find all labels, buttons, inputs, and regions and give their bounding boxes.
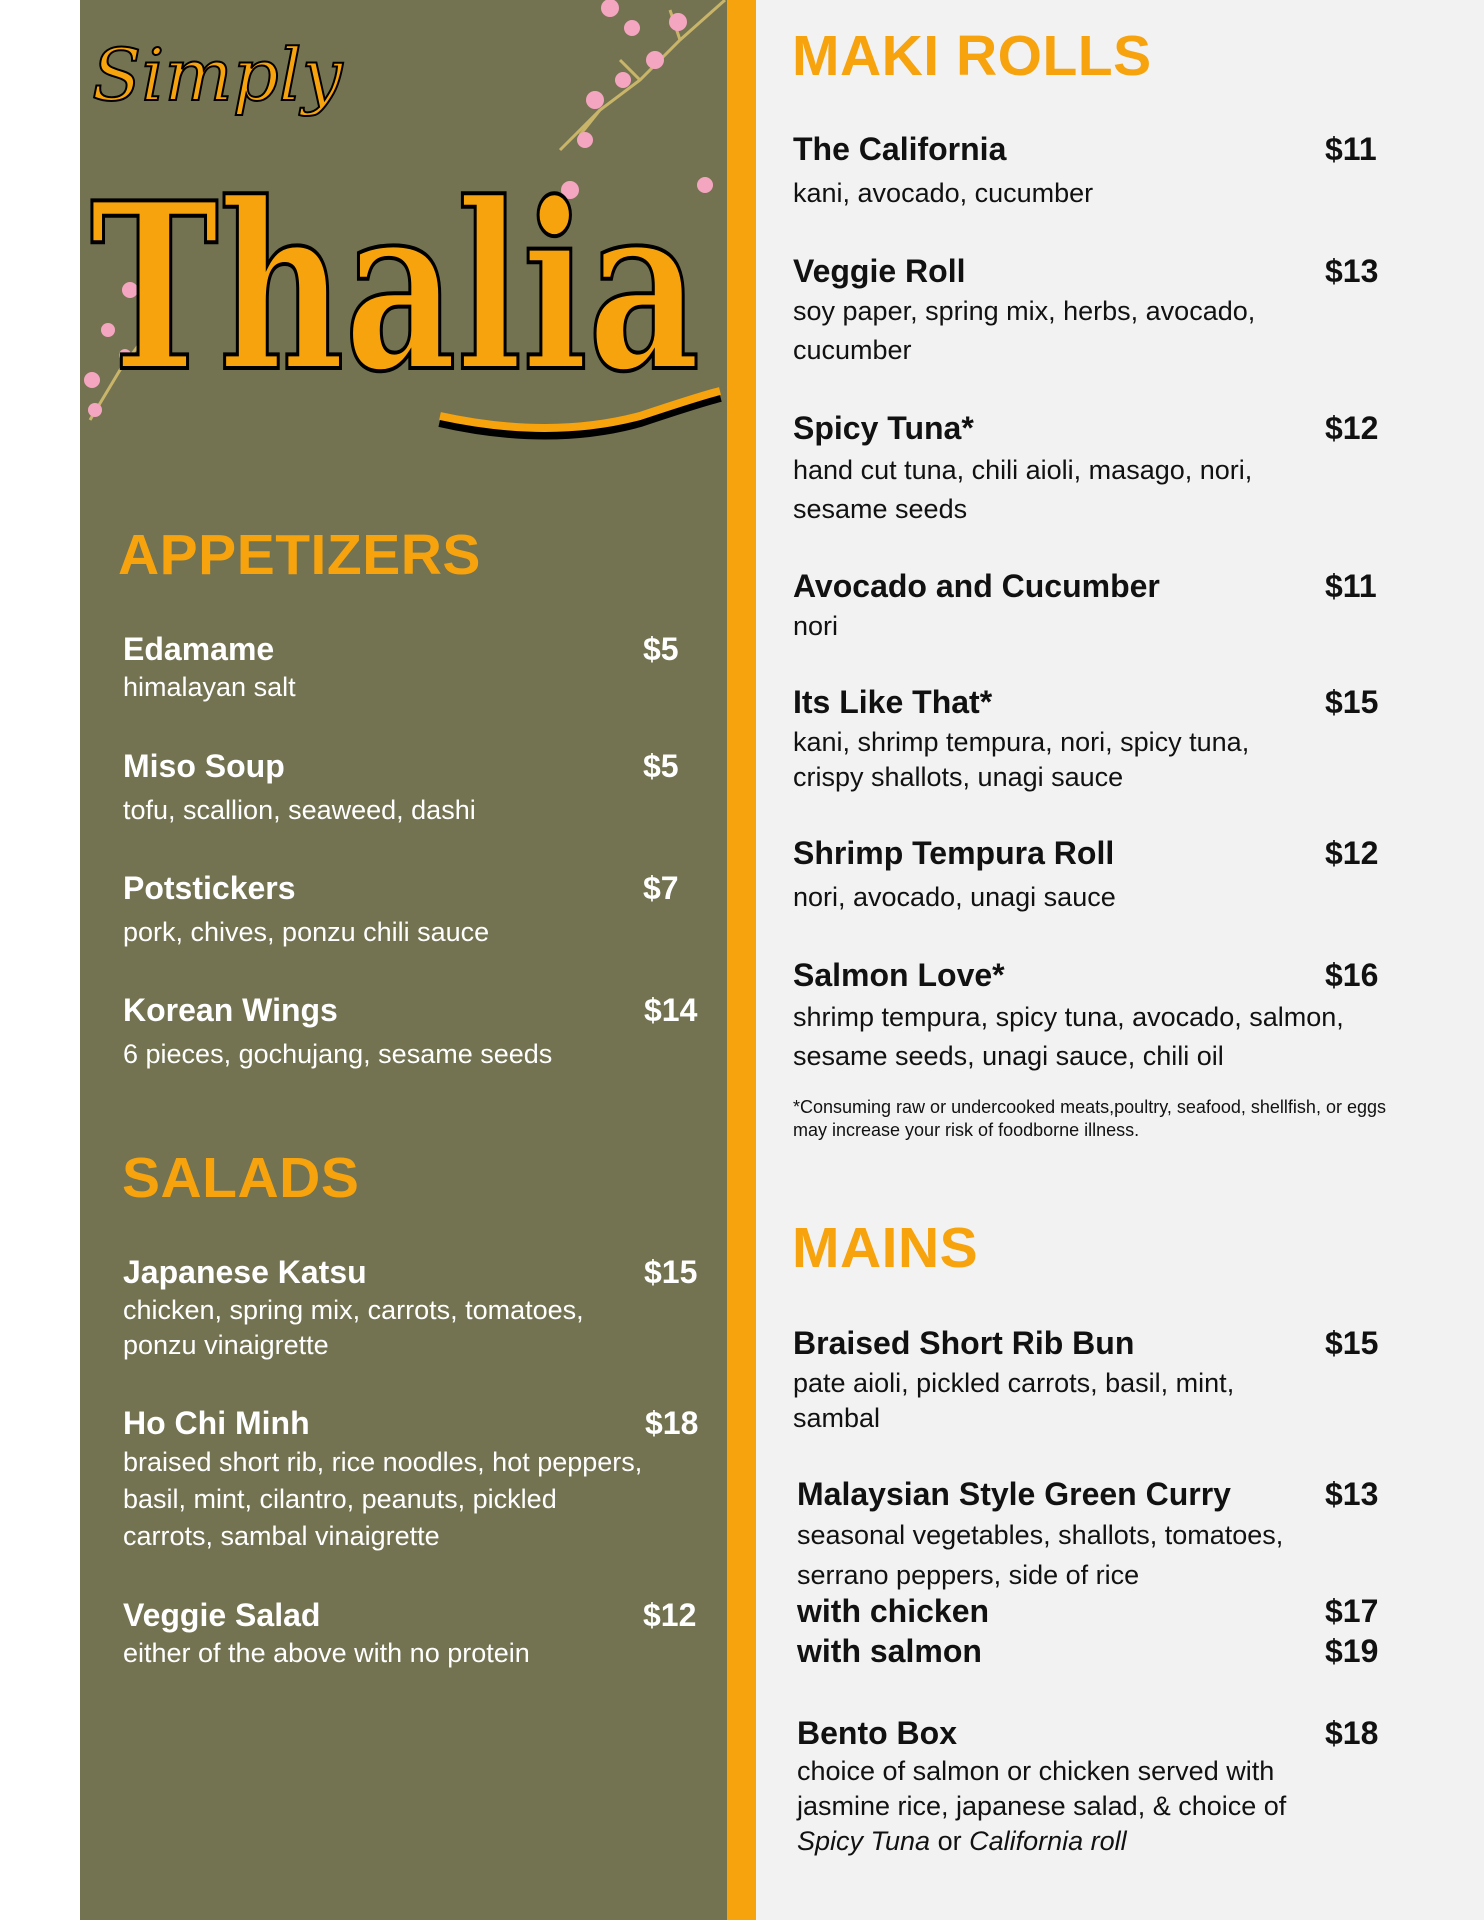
- item-name: Spicy Tuna*: [793, 410, 974, 446]
- item-description: pate aioli, pickled carrots, basil, mint, sambal: [793, 1368, 1235, 1433]
- item-price: $18: [1325, 1715, 1379, 1751]
- appetizers-heading: APPETIZERS: [118, 523, 481, 587]
- option-label: with chicken: [797, 1593, 990, 1629]
- option-label: with salmon: [797, 1633, 982, 1669]
- curry-option-chicken: [797, 1594, 1397, 1629]
- item-price: $13: [1325, 1476, 1379, 1512]
- item-description: pork, chives, ponzu chili sauce: [123, 917, 490, 947]
- maki-rolls-heading: MAKI ROLLS: [792, 24, 1152, 88]
- item-name: Braised Short Rib Bun: [793, 1325, 1135, 1361]
- item-price: $5: [643, 631, 679, 667]
- item-name: Miso Soup: [123, 748, 285, 784]
- item-name: Korean Wings: [123, 992, 338, 1028]
- item-name: Potstickers: [123, 870, 296, 906]
- item-price: $16: [1325, 957, 1379, 993]
- bento-option-spicy-tuna: Spicy Tuna: [797, 1826, 931, 1856]
- item-name: Salmon Love*: [793, 957, 1005, 993]
- item-description: shrimp tempura, spicy tuna, avocado, salmon, sesame seeds, unagi sauce, chili oil: [793, 1002, 1344, 1071]
- item-price: $7: [643, 870, 679, 906]
- simply-thalia-logo: [80, 0, 727, 470]
- item-price: $15: [1325, 1325, 1379, 1361]
- item-price: $15: [1325, 684, 1379, 720]
- item-price: $12: [643, 1597, 697, 1633]
- item-price: $15: [644, 1254, 698, 1290]
- item-description: tofu, scallion, seaweed, dashi: [123, 795, 476, 825]
- raw-food-disclaimer: *Consuming raw or undercooked meats,poultry, seafood, shellfish, or eggs may increase your risk of foodborne illness.: [793, 1097, 1386, 1141]
- item-description: kani, shrimp tempura, nori, spicy tuna, crispy shallots, unagi sauce: [793, 727, 1250, 792]
- item-description: nori: [793, 611, 839, 641]
- item-price: $5: [643, 748, 679, 784]
- item-name: Ho Chi Minh: [123, 1405, 310, 1441]
- logo-simply: Simply: [92, 33, 343, 117]
- item-name: Veggie Roll: [793, 253, 966, 289]
- item-price: $14: [644, 992, 698, 1028]
- item-name: Edamame: [123, 631, 275, 667]
- item-name: Veggie Salad: [123, 1597, 321, 1633]
- item-price: $12: [1325, 835, 1379, 871]
- item-name: Japanese Katsu: [123, 1254, 367, 1290]
- option-price: $17: [1325, 1593, 1379, 1629]
- item-name: Malaysian Style Green Curry: [797, 1476, 1231, 1512]
- item-description: 6 pieces, gochujang, sesame seeds: [123, 1039, 553, 1069]
- orange-divider: [727, 0, 756, 1920]
- item-description: [797, 1754, 1357, 1859]
- salads-heading: SALADS: [122, 1146, 360, 1210]
- item-description: either of the above with no protein: [123, 1638, 530, 1668]
- item-description: hand cut tuna, chili aioli, masago, nori, sesame seeds: [793, 455, 1253, 524]
- item-name: Avocado and Cucumber: [793, 568, 1160, 604]
- item-price: $13: [1325, 253, 1379, 289]
- bento-option-california: California roll: [969, 1826, 1127, 1856]
- item-name: Bento Box: [797, 1715, 957, 1751]
- curry-option-salmon: [797, 1634, 1397, 1669]
- item-price: $11: [1325, 568, 1377, 604]
- mains-heading: MAINS: [792, 1216, 979, 1280]
- item-description: himalayan salt: [123, 672, 296, 702]
- item-price: $18: [645, 1405, 699, 1441]
- item-description: chicken, spring mix, carrots, tomatoes, ponzu vinaigrette: [123, 1295, 584, 1360]
- item-description: kani, avocado, cucumber: [793, 178, 1094, 208]
- item-price: $11: [1325, 131, 1377, 167]
- option-price: $19: [1325, 1633, 1379, 1669]
- item-description: seasonal vegetables, shallots, tomatoes, serrano peppers, side of rice: [797, 1520, 1284, 1590]
- item-name: Its Like That*: [793, 684, 993, 720]
- item-price: $12: [1325, 410, 1379, 446]
- item-description: soy paper, spring mix, herbs, avocado, cucumber: [793, 296, 1256, 365]
- item-description: nori, avocado, unagi sauce: [793, 882, 1116, 912]
- bento-or: or: [937, 1826, 962, 1856]
- logo-thalia: Thalia: [90, 153, 700, 423]
- item-name: The California: [793, 131, 1007, 167]
- bento-desc-text: choice of salmon or chicken served with jasmine rice, japanese salad, & choice of: [797, 1756, 1287, 1821]
- item-name: Shrimp Tempura Roll: [793, 835, 1115, 871]
- item-description: braised short rib, rice noodles, hot peppers, basil, mint, cilantro, peanuts, pickled carrots, sambal vinaigrette: [123, 1447, 643, 1551]
